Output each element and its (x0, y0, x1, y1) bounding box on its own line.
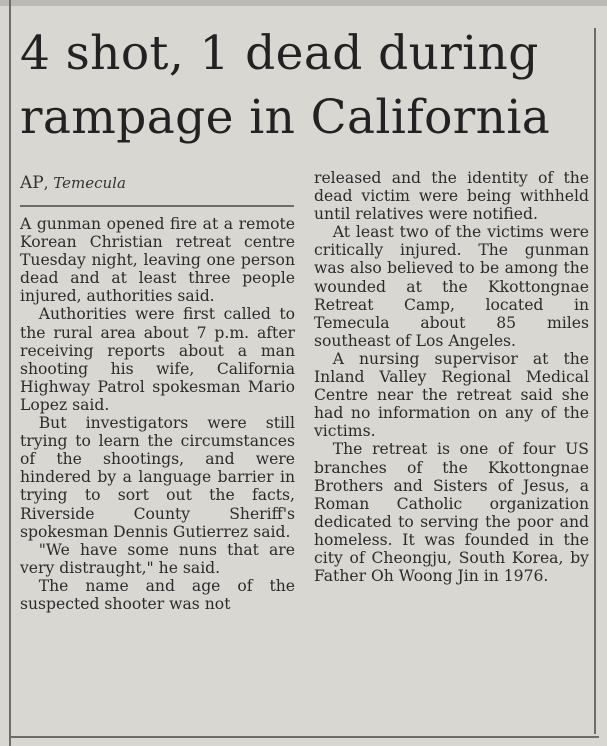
paragraph: released and the identity of the dead victim were being withheld until relatives were notified. (314, 169, 589, 224)
headline: 4 shot, 1 dead during rampage in California (20, 26, 551, 145)
paragraph: But investigators were still trying to learn the circumstances of the shootings, and were hindered by a language barrier in trying to sort out the facts, Riverside County Sheriff's spokesman Dennis Gutierrez said. (20, 414, 295, 541)
paragraph: A nursing supervisor at the Inland Valley Regional Medical Centre near the retreat said she had no information on any of the victims. (314, 349, 589, 441)
top-edge (0, 0, 607, 6)
byline-rule (20, 205, 294, 207)
paragraph: The retreat is one of four US branches of the Kkottongnae Brothers and Sisters of Jesus, a Roman Catholic organization dedicated to serving the poor and homeless. It was founded in the city of Cheongju, South Korea, by Father Oh Woong Jin in 1976. (314, 440, 589, 586)
paragraph: Authorities were first called to the rural area about 7 p.m. after receiving reports about a man shooting his wife, California Highway Patrol spokesman Mario Lopez said. (20, 305, 295, 414)
byline-separator: , (43, 174, 54, 192)
byline (20, 173, 126, 193)
bottom-rule (9, 736, 599, 738)
left-column-rule (9, 0, 11, 746)
article-column-1 (20, 215, 295, 613)
paragraph: At least two of the victims were critically injured. The gunman was also believed to be among the wounded at the Kkottongnae Retreat Camp, located in Temecula about 85 miles southeast of Los Angeles. (314, 223, 589, 350)
byline-city: Temecula (53, 174, 126, 192)
byline-agency: AP (20, 173, 44, 193)
paragraph: "We have some nuns that are very distraught," he said. (20, 540, 295, 577)
paragraph: The name and age of the suspected shooter was not (20, 576, 295, 613)
article-column-2 (314, 169, 589, 585)
paragraph: A gunman opened fire at a remote Korean Christian retreat centre Tuesday night, leaving one person dead and at least three people injured, authorities said. (20, 215, 295, 306)
